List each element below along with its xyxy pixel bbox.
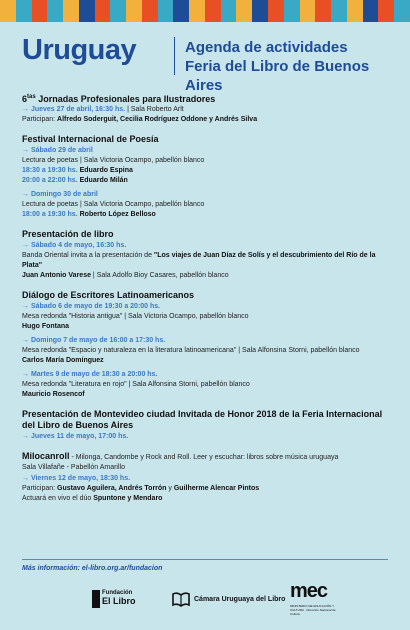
participants: [22, 115, 394, 125]
participants-label: Participan:: [22, 485, 58, 492]
header-divider: [174, 37, 175, 75]
event-date: → Sábado 4 de mayo, 16:30 hs.: [22, 242, 127, 249]
title-number: 6: [22, 94, 28, 104]
event-festival-poesia: [22, 134, 394, 220]
stripe-block: [236, 0, 252, 22]
participants: [22, 484, 394, 494]
stripe-block: [63, 0, 79, 22]
logo-text: Cámara Uruguaya del Libro: [194, 596, 286, 603]
footer-divider: [22, 559, 388, 560]
title-ordinal: tas: [27, 94, 36, 100]
author-name: Juan Antonio Varese: [22, 272, 91, 279]
event-date: → Domingo 7 de mayo de 16:00 a 17:30 hs.: [22, 337, 166, 344]
event-title: Diálogo de Escritores Latinoamericanos: [22, 290, 195, 300]
stripe-block: [16, 0, 32, 22]
event-heading: [22, 451, 394, 463]
event-montevideo: [22, 409, 394, 442]
schedule-time: 18:30 a 19:30 hs.: [22, 167, 78, 174]
event-date: → Viernes 12 de mayo, 18:30 hs.: [22, 475, 131, 482]
title-text: Jornadas Profesionales para Ilustradores: [35, 94, 216, 104]
schedule-row: [22, 176, 394, 186]
event-title: Presentación de Montevideo ciudad Invitada de Honor 2018 de la Feria Internacional del Libro de Buenos Aires: [22, 409, 383, 430]
stripe-block: [315, 0, 331, 22]
logo-line-2: El Libro: [102, 596, 136, 606]
more-info-link[interactable]: Más información: el-libro.org.ar/fundacion: [22, 565, 163, 572]
description-intro: Banda Oriental invita a la presentación de: [22, 252, 154, 259]
event-date: → Sábado 6 de mayo de 19:30 a 20:00 hs.: [22, 303, 161, 310]
book-mark-icon: [92, 590, 100, 608]
stripe-block: [331, 0, 347, 22]
stripe-block: [47, 0, 63, 22]
participants-names: Guilherme Alencar Pintos: [173, 485, 260, 492]
live-label: Actuará en vivo el dúo: [22, 495, 94, 502]
header-subtitle: [185, 38, 392, 95]
speaker-line: [22, 322, 394, 332]
stripe-block: [95, 0, 111, 22]
poet-name: Eduardo Milán: [79, 177, 128, 184]
camara-uruguaya-logo: [172, 588, 286, 612]
stripe-block: [300, 0, 316, 22]
stripe-block: [363, 0, 379, 22]
event-date: → Jueves 11 de mayo, 17:00 hs.: [22, 433, 129, 440]
live-performer: Spuntone y Mendaro: [93, 495, 163, 502]
participants-label: Participan:: [22, 116, 58, 123]
stripe-block: [205, 0, 221, 22]
stripe-block: [284, 0, 300, 22]
event-title: Festival Internacional de Poesía: [22, 134, 159, 144]
fundacion-el-libro-logo: [92, 588, 152, 612]
poet-name: Roberto López Belloso: [79, 211, 156, 218]
event-title: [22, 92, 394, 105]
session-description: Mesa redonda "Historia antigua" | Sala Victoria Ocampo, pabellón blanco: [22, 313, 249, 320]
event-description: [22, 251, 394, 271]
event-venue: Lectura de poetas | Sala Victoria Ocampo, pabellón blanco: [22, 157, 205, 164]
subtitle-line-1: Agenda de actividades: [185, 39, 348, 56]
stripe-block: [221, 0, 237, 22]
event-jornadas: [22, 92, 394, 125]
event-title: Presentación de libro: [22, 229, 114, 239]
participants-names: Gustavo Aguilera, Andrés Torrón: [57, 485, 167, 492]
live-performance: [22, 494, 394, 504]
open-book-icon: [172, 591, 190, 607]
stripe-block: [142, 0, 158, 22]
author-line: [22, 271, 394, 281]
logo-text: [102, 589, 136, 605]
logo-line-1: Fundación: [102, 590, 133, 596]
session-description: Mesa redonda "Espacio y naturaleza en la literatura latinoamericana" | Sala Alfonsina Storni, pabellón blanco: [22, 347, 360, 354]
session-description: Mesa redonda "Literatura en rojo" | Sala Alfonsina Storni, pabellón blanco: [22, 381, 250, 388]
book-title: "Los viajes de Juan Díaz de Solís y el descubrimiento del Río de la Plata": [22, 252, 376, 269]
schedule-time: 20:00 a 22:00 hs.: [22, 177, 78, 184]
stripe-block: [268, 0, 284, 22]
logo-wordmark: mec: [290, 580, 328, 602]
event-venue: | Sala Adolfo Bioy Casares, pabellón blanco: [90, 272, 229, 279]
event-venue: Lectura de poetas | Sala Victoria Ocampo, pabellón blanco: [22, 201, 205, 208]
events-list: [22, 92, 394, 513]
stripe-block: [79, 0, 95, 22]
event-date-line: [22, 105, 394, 115]
stripe-block: [378, 0, 394, 22]
event-subtitle: - Milonga, Candombe y Rock and Roll. Leer y escuchar: libros sobre música uruguaya: [69, 454, 339, 461]
event-date: → Jueves 27 de abril, 16:30 hs.: [22, 106, 126, 113]
event-venue: | Sala Roberto Arlt: [125, 106, 184, 113]
stripe-block: [252, 0, 268, 22]
event-date: → Martes 9 de mayo de 18:30 a 20:00 hs.: [22, 371, 158, 378]
speaker-name: Carlos María Domínguez: [22, 357, 104, 364]
speaker-name: Hugo Fontana: [22, 323, 70, 330]
event-presentacion-libro: [22, 229, 394, 281]
stripe-block: [394, 0, 410, 22]
stripe-block: [126, 0, 142, 22]
event-date: → Domingo 30 de abril: [22, 191, 98, 198]
subtitle-line-2: Feria del Libro de Buenos Aires: [185, 58, 370, 94]
participants-conjunction: y: [166, 485, 174, 492]
header: [22, 34, 392, 94]
schedule-row: [22, 210, 394, 220]
stripe-block: [158, 0, 174, 22]
schedule-row: [22, 166, 394, 176]
stripe-block: [347, 0, 363, 22]
mec-logo: [290, 582, 340, 614]
stripe-block: [189, 0, 205, 22]
sponsor-logos: [22, 582, 388, 618]
poet-name: Eduardo Espina: [79, 167, 133, 174]
country-title: Uruguay: [22, 34, 137, 66]
event-dialogo-escritores: [22, 290, 394, 400]
event-milocanroll: [22, 451, 394, 504]
event-venue: Sala Villafañe - Pabellón Amarillo: [22, 464, 125, 471]
event-title: Milocanroll: [22, 451, 70, 461]
speaker-line: [22, 390, 394, 400]
participants-names: Alfredo Soderguit, Cecilia Rodríguez Oddone y Andrés Silva: [57, 116, 258, 123]
stripe-block: [32, 0, 48, 22]
stripe-block: [173, 0, 189, 22]
speaker-name: Mauricio Rosencof: [22, 391, 85, 398]
speaker-line: [22, 356, 394, 366]
logo-subtext: MINISTERIO DE EDUCACIÓN Y CULTURA · Dirección Nacional de Cultura: [290, 604, 336, 616]
stripe-block: [0, 0, 16, 22]
stripe-block: [110, 0, 126, 22]
schedule-time: 18:00 a 19:30 hs.: [22, 211, 78, 218]
color-stripe: [0, 0, 410, 22]
event-date: → Sábado 29 de abril: [22, 147, 93, 154]
